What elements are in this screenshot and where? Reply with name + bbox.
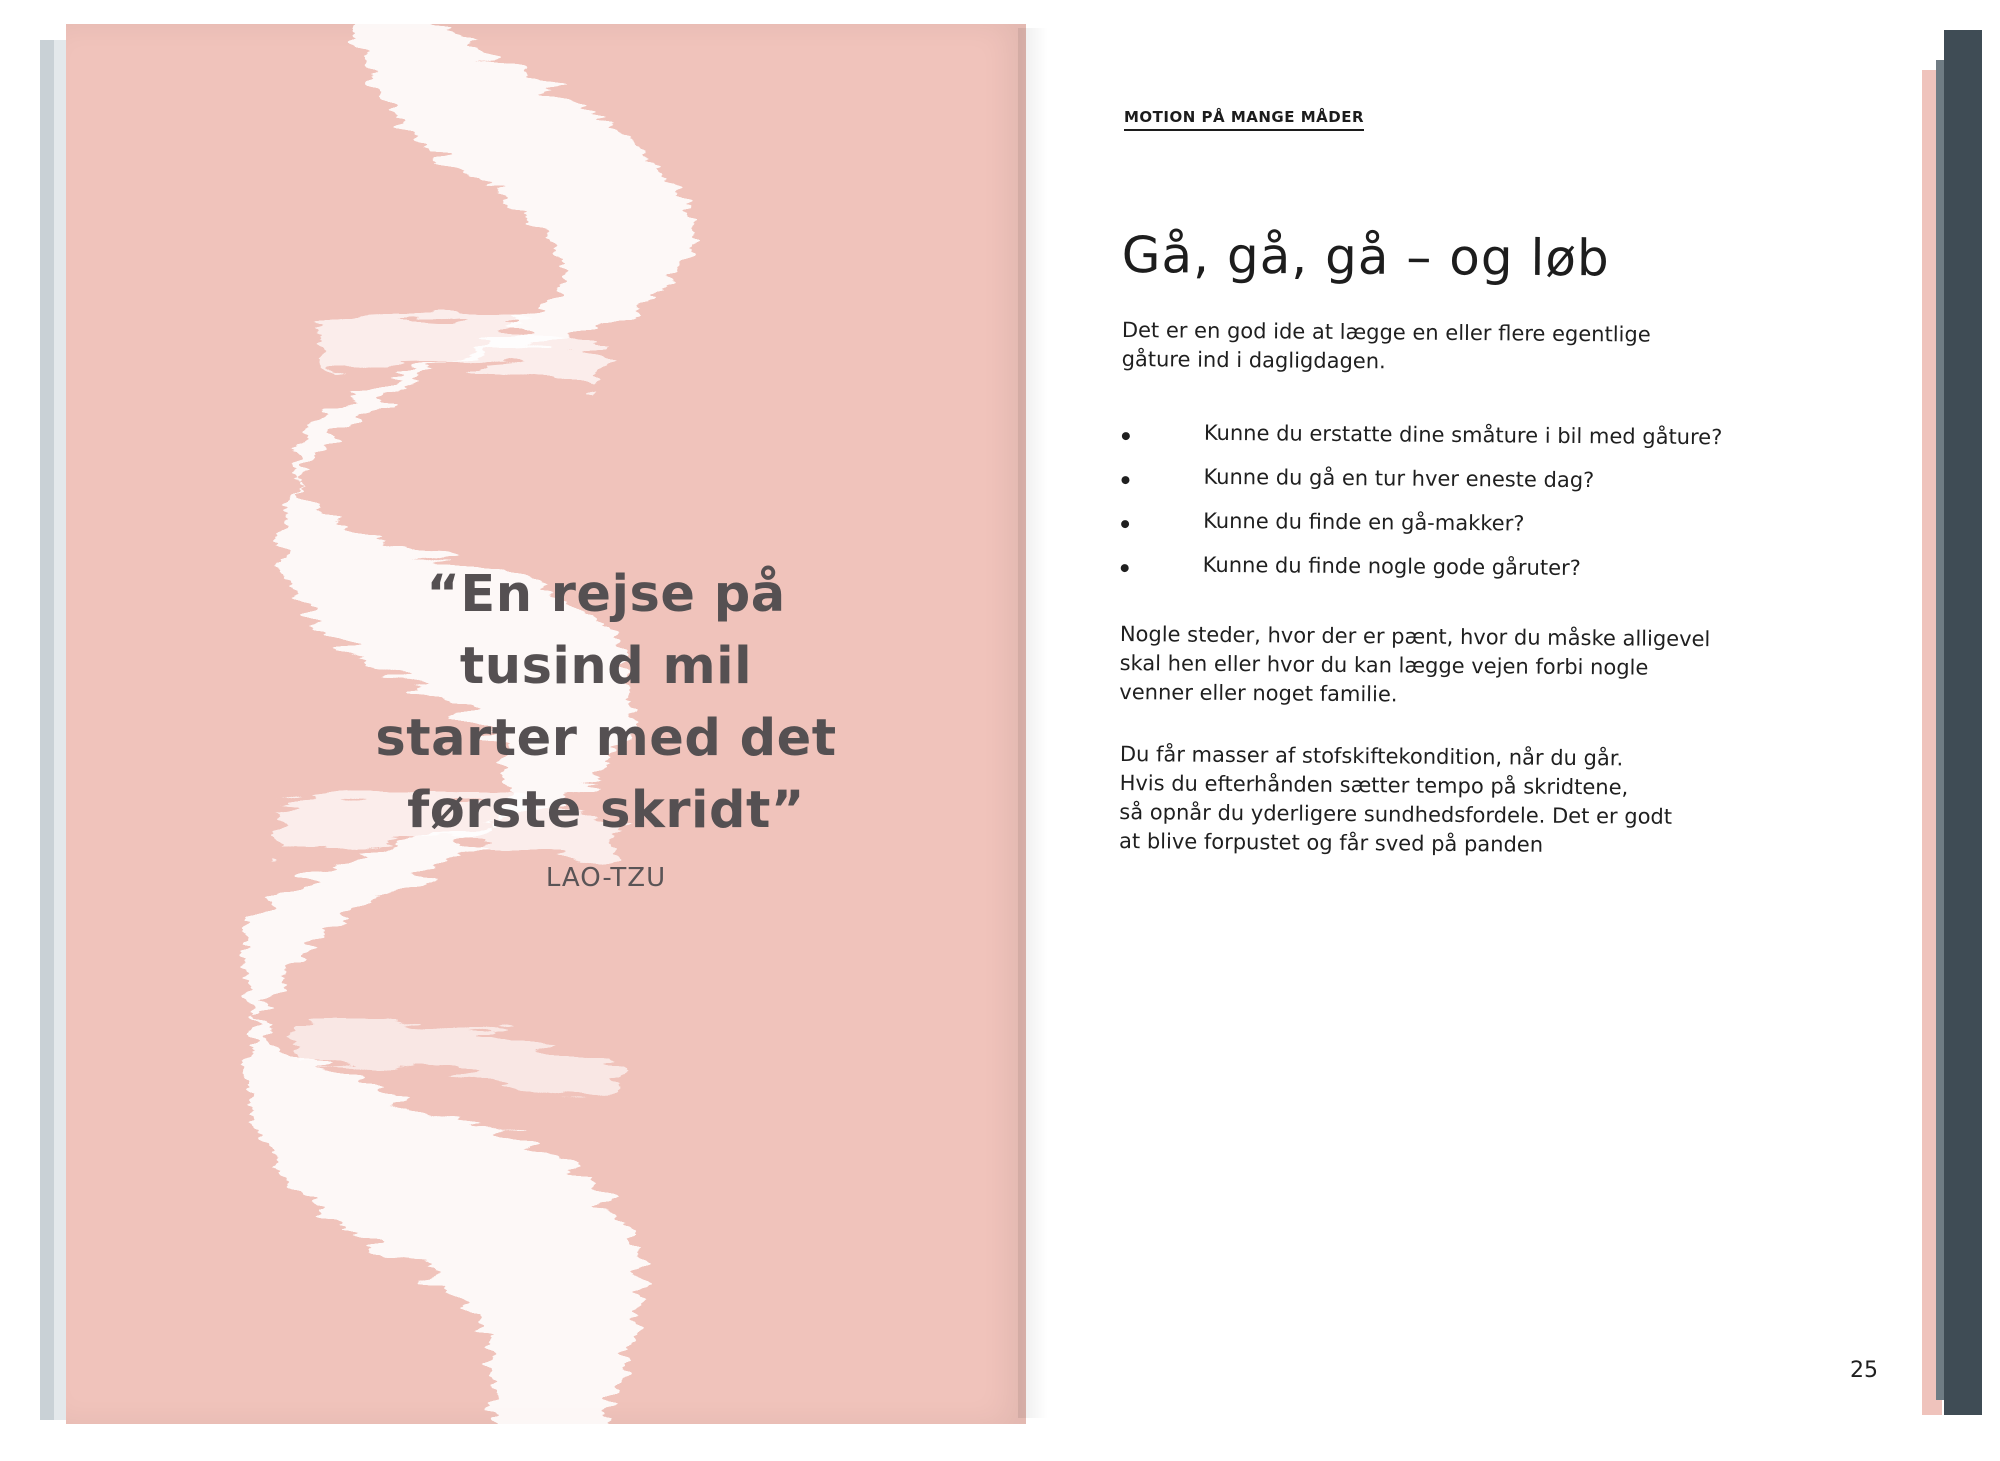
- text-line: Hvis du efterhånden sætter tempo på skridtene,: [1119, 770, 1629, 800]
- paragraph: [1119, 740, 1760, 862]
- running-head: MOTION PÅ MANGE MÅDER: [1124, 108, 1364, 131]
- quote-line: “En rejse på: [426, 565, 786, 624]
- list-item-text: Kunne du finde nogle gode gåruter?: [1202, 552, 1581, 581]
- text-line: så opnår du yderligere sundhedsfordele. Det er godt: [1119, 799, 1673, 829]
- quote: [316, 559, 896, 893]
- bullet-icon: [1121, 520, 1129, 528]
- book-gutter: [1018, 28, 1048, 1418]
- bullet-icon: [1121, 564, 1129, 572]
- page-number: 25: [1850, 1358, 1878, 1383]
- list-item-text: Kunne du erstatte dine småture i bil med gåture?: [1203, 420, 1723, 450]
- book-cover-edge: [1944, 30, 1982, 1415]
- paragraph: [1119, 620, 1760, 713]
- intro-paragraph: [1121, 316, 1741, 379]
- text-line: venner eller noget familie.: [1119, 679, 1398, 707]
- list-item: [1116, 552, 1736, 601]
- quote-author: LAO-TZU: [545, 863, 667, 893]
- bullet-icon: [1121, 476, 1129, 484]
- text-line: Det er en god ide at lægge en eller flere egentlige: [1121, 317, 1651, 347]
- quote-line: første skridt”: [407, 781, 805, 840]
- text-line: Nogle steder, hvor der er pænt, hvor du måske alligevel: [1119, 621, 1711, 652]
- list-item: [1117, 464, 1737, 513]
- bullet-icon: [1122, 432, 1130, 440]
- list-item: [1118, 420, 1738, 469]
- list-item-text: Kunne du gå en tur hver eneste dag?: [1203, 464, 1595, 493]
- list-item: [1117, 508, 1737, 557]
- text-line: skal hen eller hvor du kan lægge vejen forbi nogle: [1119, 650, 1649, 680]
- bullet-list: [1116, 420, 1738, 601]
- left-page: [66, 24, 1026, 1424]
- page-heading: Gå, gå, gå – og løb: [1121, 226, 1610, 288]
- quote-line: tusind mil: [459, 637, 753, 696]
- text-line: at blive forpustet og får sved på panden: [1119, 828, 1544, 857]
- list-item-text: Kunne du finde en gå-makker?: [1203, 508, 1525, 536]
- quote-line: starter med det: [375, 709, 837, 768]
- text-line: Du får masser af stofskiftekondition, når du går.: [1119, 741, 1624, 771]
- text-line: gåture ind i dagligdagen.: [1121, 346, 1386, 374]
